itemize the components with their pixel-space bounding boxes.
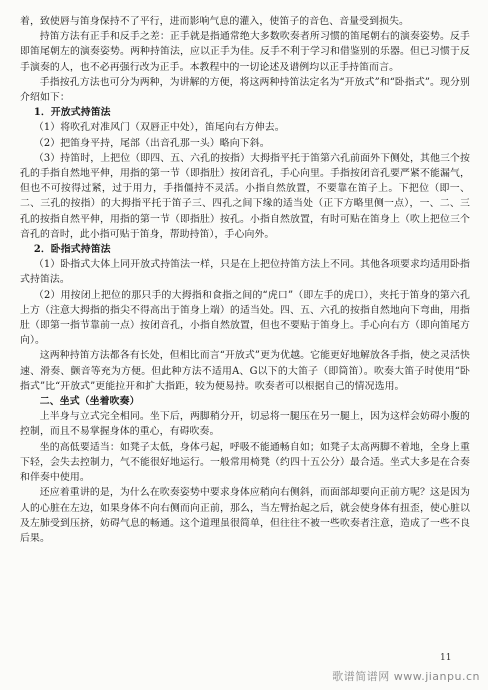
- list-item-open-1: （1）将吹孔对准风门（双唇正中处），笛尾向右方伸去。: [33, 122, 285, 134]
- heading-lying-style: 2．卧指式持笛法: [33, 244, 111, 256]
- list-item-lying-1: （1）卧指式大体上同开放式持笛法一样，只是在上把位持笛方法上不同。其他各项要求均适用卧指式持笛法。: [20, 259, 470, 286]
- page-body: [20, 14, 470, 546]
- list-item-lying-2: （2）用按闭上把位的那只手的大拇指和食指之间的“虎口”（即左手的虎口），夹托于笛身的第六孔上方（注意大拇指的指尖不得高出于笛身上端）的适当处。四、五、六孔的按指自然地向下弯曲，用指肚（即第一指节靠前一点）按闭音孔，小指自然放置，但也不要贴于笛身上。手心向右方（即向笛尾方向）。: [20, 289, 470, 347]
- page-number: 11: [440, 653, 452, 663]
- list-item-open-2: （2）把笛身平持，尾部（出音孔那一头）略向下斜。: [33, 137, 270, 149]
- paragraph-comparison: 这两种持笛方法都各有长处，但相比而言“开放式”更为优越。它能更好地解放各手指，使之灵活快速、滑奏、颤音等充为方便。但此种方法不适用A、G以下的大笛子（即筒笛）。吹奏大笛子时使用“卧指式”比“开放式”更能拉开和扩大指距，较为便易持。吹奏者可以根据自己的情况选用。: [20, 350, 470, 392]
- watermark: 歌谱简谱网 www.jianpu.cn: [332, 670, 480, 683]
- paragraph-seat-height: 坐的高低要适当：如凳子太低，身体弓起，呼吸不能通畅自如；如凳子太高两脚不着地，全身上重下轻，会失去控制力，气不能很好地运行。一般常用椅凳（约四十五公分）最合适。坐式大多是在合奏和伴奏中使用。: [20, 441, 470, 484]
- heading-sitting: 二、坐式（坐着吹奏）: [39, 396, 140, 408]
- paragraph-fingering-intro: 手指按孔方法也可分为两种，为讲解的方便，将这两种持笛法定名为“开放式”和“卧指式”。现分别介绍如下：: [20, 76, 470, 104]
- list-item-open-3: （3）持笛时，上把位（即四、五、六孔的按指）大拇指平托于笛第六孔前面外下侧处，其他三个按孔的手指自然地平伸，用指的第一节（即指肚）按闭音孔，手心向里。手指按闭音孔要严紧不能漏气，但也不可按得过紧，过于用力，手指僵持不灵活。小指自然放置，不要靠在笛子上。下把位（即一、二、三孔的按指）的大拇指平托于笛子三、四孔之间下缘的适当处（正下方略里侧一点），一、二、三孔的按指自然平伸，用指的第一节（即指肚）按孔。小指自然放置，有时可贴在笛身上（吹上把位三个音孔的音时，此小指可贴于笛身，帮助持笛），手心向外。: [20, 152, 470, 240]
- paragraph-hand-orientation: 持笛方法有正手和反手之差：正手就是指通常绝大多数吹奏者所习惯的笛尾朝右的演奏姿势。反手即笛尾朝左的演奏姿势。两种持笛法，应以正手为佳。反手不利于学习和借鉴别的乐器。但已习惯于反手演奏的人，也不必再强行改为正手。本教程中的一切论述及谱例均以正手持笛而言。: [20, 31, 470, 73]
- paragraph-carryover: 着，致使唇与笛身保持不了平行，进而影响气息的灌入，使笛子的音色、音量受到损失。: [20, 16, 410, 27]
- heading-open-style: 1．开放式持笛法: [33, 107, 111, 119]
- paragraph-posture-reason: 还应着重讲的是，为什么在吹奏姿势中要求身体应稍向右侧斜，而面部却要向正前方呢？这是因为人的心脏在左边，如果身体不向右侧而向正前，那么，当左臂抬起之后，就会使身体有扭歪，使心脏以及左肺受到压挤，妨碍气息的畅通。这个道理虽很简单，但往往不被一些吹奏者注意，造成了一些不良后果。: [20, 487, 470, 544]
- paragraph-sitting-body: 上半身与立式完全相同。坐下后，两脚稍分开，切忌将一腿压在另一腿上，因为这样会妨碍小腹的控制，而且不易掌握身体的重心，有碍吹奏。: [20, 411, 470, 438]
